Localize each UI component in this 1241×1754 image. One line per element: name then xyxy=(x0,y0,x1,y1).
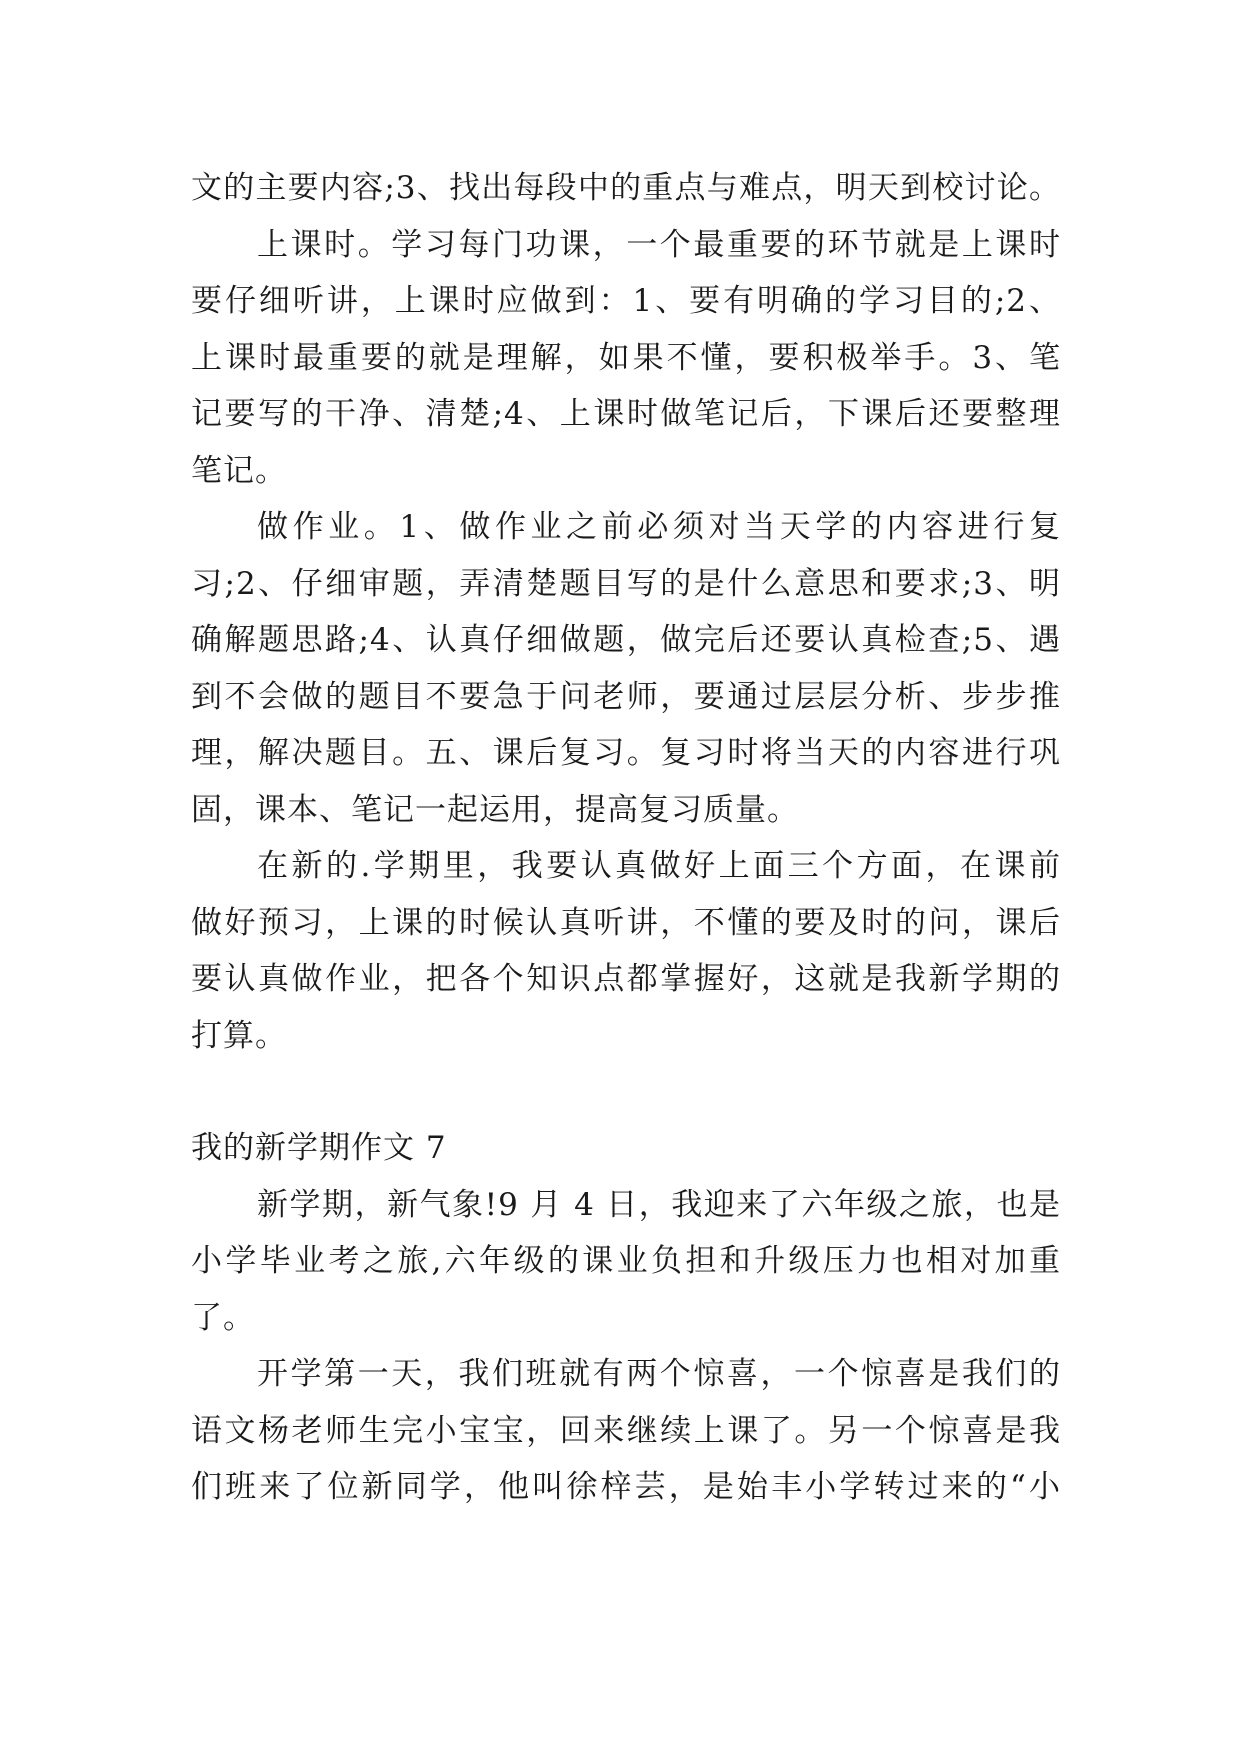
text-line: 上课时最重要的就是理解，如果不懂，要积极举手。3、笔 xyxy=(191,339,1061,376)
text-line: 要认真做作业，把各个知识点都掌握好，这就是我新学期的 xyxy=(191,961,1061,997)
text-line: 固，课本、笔记一起运用，提高复习质量。 xyxy=(191,791,799,828)
text-line: 了。 xyxy=(191,1299,255,1336)
text-line: 语文杨老师生完小宝宝，回来继续上课了。另一个惊喜是我 xyxy=(191,1412,1061,1449)
text-line: 上课时。学习每门功课，一个最重要的环节就是上课时 xyxy=(257,226,1061,263)
text-line: 在新的.学期里，我要认真做好上面三个方面，在课前 xyxy=(257,848,1061,884)
text-line: 们班来了位新同学，他叫徐梓芸，是始丰小学转过来的“小 xyxy=(191,1469,1061,1505)
text-line: 习;2、仔细审题，弄清楚题目写的是什么意思和要求;3、明 xyxy=(191,565,1061,602)
text-line: 文的主要内容;3、找出每段中的重点与难点，明天到校讨论。 xyxy=(191,170,1061,206)
text-line: 要仔细听讲，上课时应做到：1、要有明确的学习目的;2、 xyxy=(191,283,1061,319)
text-line: 笔记。 xyxy=(191,452,287,489)
text-line: 开学第一天，我们班就有两个惊喜，一个惊喜是我们的 xyxy=(257,1356,1061,1392)
text-line: 打算。 xyxy=(191,1017,287,1054)
section-gap xyxy=(191,1064,1061,1120)
text-line: 确解题思路;4、认真仔细做题，做完后还要认真检查;5、遇 xyxy=(191,622,1061,658)
text-line: 新学期，新气象!9 月 4 日，我迎来了六年级之旅，也是 xyxy=(257,1186,1061,1223)
text-line: 小学毕业考之旅,六年级的课业负担和升级压力也相对加重 xyxy=(191,1243,1061,1279)
text-line: 做作业。1、做作业之前必须对当天学的内容进行复 xyxy=(257,509,1061,545)
text-line: 到不会做的题目不要急于问老师，要通过层层分析、步步推 xyxy=(191,678,1061,715)
essay-continuation xyxy=(191,160,1061,1064)
text-line: 理，解决题目。五、课后复习。复习时将当天的内容进行巩 xyxy=(191,735,1061,771)
text-line: 做好预习，上课的时候认真听讲，不懂的要及时的问，课后 xyxy=(191,904,1061,941)
text-line: 记要写的干净、清楚;4、上课时做笔记后，下课后还要整理 xyxy=(191,396,1061,432)
essay-heading: 我的新学期作文 7 xyxy=(191,1130,447,1166)
document-body xyxy=(191,160,1061,1516)
essay-7-body xyxy=(191,1177,1061,1516)
